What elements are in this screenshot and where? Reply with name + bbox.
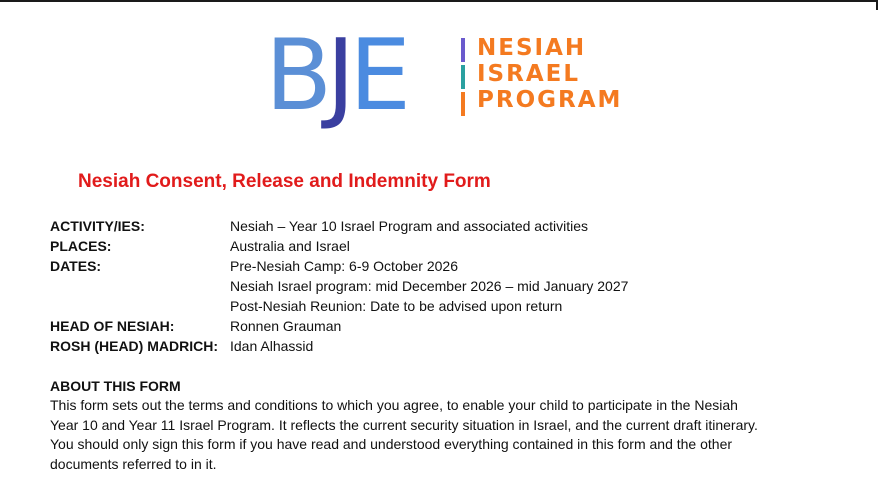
about-paragraph [50, 396, 830, 474]
detail-row-places [50, 236, 628, 256]
detail-label [50, 276, 230, 296]
logo-line-israel: ISRAEL [477, 61, 581, 87]
about-line: This form sets out the terms and conditions to which you agree, to enable your child to participate in the Nesiah [50, 397, 738, 413]
form-title: Nesiah Consent, Release and Indemnity Form [78, 171, 491, 192]
separator-segment [461, 92, 465, 116]
detail-row-head [50, 316, 628, 336]
detail-row-activity [50, 216, 628, 236]
separator-segment [461, 38, 465, 62]
logo-line-program: PROGRAM [477, 87, 623, 113]
logo-letter-b: B [265, 19, 327, 133]
program-name [477, 35, 622, 113]
detail-value: Ronnen Grauman [230, 318, 342, 334]
detail-value: Nesiah – Year 10 Israel Program and associated activities [230, 218, 588, 234]
detail-label: DATES: [50, 258, 102, 274]
detail-value: Nesiah Israel program: mid December 2026 – mid January 2027 [230, 278, 629, 294]
about-heading: ABOUT THIS FORM [50, 378, 181, 394]
about-line: Year 10 and Year 11 Israel Program. It reflects the current security situation in Israel, and the current draft itinerary. [50, 416, 758, 433]
top-border-line [0, 0, 878, 2]
detail-label [50, 296, 230, 316]
about-line: documents referred to in it. [50, 455, 217, 472]
detail-value: Pre-Nesiah Camp: 6-9 October 2026 [230, 258, 458, 274]
logo-letter-j: J [326, 19, 350, 133]
about-line: You should only sign this form if you have read and understood everything contained in this form and the other [50, 436, 733, 452]
detail-row-dates [50, 256, 628, 276]
detail-label: ACTIVITY/IES: [50, 218, 145, 234]
logo-letter-e: E [349, 19, 406, 133]
logo-line-nesiah: NESIAH [477, 35, 587, 61]
detail-label: HEAD OF NESIAH: [50, 318, 175, 334]
detail-value: Idan Alhassid [230, 338, 314, 354]
detail-row-rosh [50, 336, 628, 356]
detail-row-dates-cont [50, 276, 628, 296]
about-section [50, 376, 830, 474]
detail-label: PLACES: [50, 238, 112, 254]
logo-separator [461, 38, 465, 116]
bje-wordmark [265, 19, 406, 133]
separator-segment [461, 65, 465, 89]
detail-value: Post-Nesiah Reunion: Date to be advised upon return [230, 298, 563, 314]
detail-row-dates-cont [50, 296, 628, 316]
detail-label: ROSH (HEAD) MADRICH: [50, 338, 218, 354]
detail-value: Australia and Israel [230, 238, 350, 254]
details-table [50, 216, 628, 356]
